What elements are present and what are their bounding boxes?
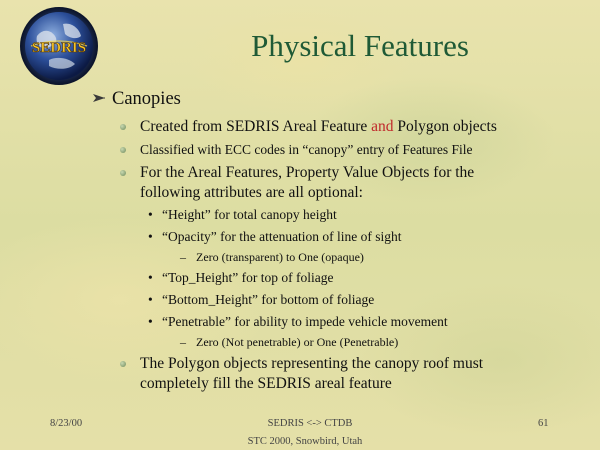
- highlight-text: and: [371, 118, 394, 135]
- attribute-text: “Opacity” for the attenuation of line of sight: [162, 229, 402, 244]
- sedris-logo: [19, 6, 99, 86]
- logo-text: SEDRIS: [31, 40, 87, 56]
- dash-icon: –: [180, 335, 186, 349]
- bullet-dot-icon: [120, 147, 126, 153]
- bullet-icon: •: [148, 207, 153, 222]
- attribute-text: “Bottom_Height” for bottom of foliage: [162, 292, 375, 307]
- sub-bullet-text: Classified with ECC codes in “canopy” entry of Features File: [140, 142, 473, 157]
- bullet-dot-icon: [120, 361, 126, 367]
- bullet-dot-icon: [120, 124, 126, 130]
- sub-bullet-line: The Polygon objects representing the canopy roof must: [140, 355, 484, 372]
- footer-title: SEDRIS <-> CTDB: [267, 418, 353, 429]
- arrow-bullet-icon: [92, 91, 108, 105]
- bullet-dot-icon: [120, 170, 126, 176]
- attribute-text: “Top_Height” for top of foliage: [162, 270, 334, 285]
- main-bullet-text: Canopies: [112, 89, 181, 109]
- attribute-note-text: Zero (Not penetrable) or One (Penetrable): [196, 335, 399, 349]
- attribute-note-text: Zero (transparent) to One (opaque): [196, 250, 364, 264]
- attribute-text: “Height” for total canopy height: [162, 207, 337, 222]
- bullet-icon: •: [148, 229, 153, 244]
- footer-event: STC 2000, Snowbird, Utah: [247, 436, 363, 447]
- sub-bullet-line: following attributes are all optional:: [140, 184, 363, 201]
- attribute-text: “Penetrable” for ability to impede vehicle movement: [162, 314, 448, 329]
- slide-title: Physical Features: [251, 28, 469, 63]
- footer-page-number: 61: [538, 418, 549, 429]
- bullet-icon: •: [148, 292, 153, 307]
- sub-bullet-line: For the Areal Features, Property Value Objects for the: [140, 164, 475, 181]
- dash-icon: –: [180, 250, 186, 264]
- bullet-icon: •: [148, 314, 153, 329]
- bullet-icon: •: [148, 270, 153, 285]
- sub-bullet-text: Created from SEDRIS Areal Feature and Polygon objects: [140, 118, 497, 135]
- sub-bullet-line: completely fill the SEDRIS areal feature: [140, 375, 392, 392]
- footer-date: 8/23/00: [50, 418, 83, 429]
